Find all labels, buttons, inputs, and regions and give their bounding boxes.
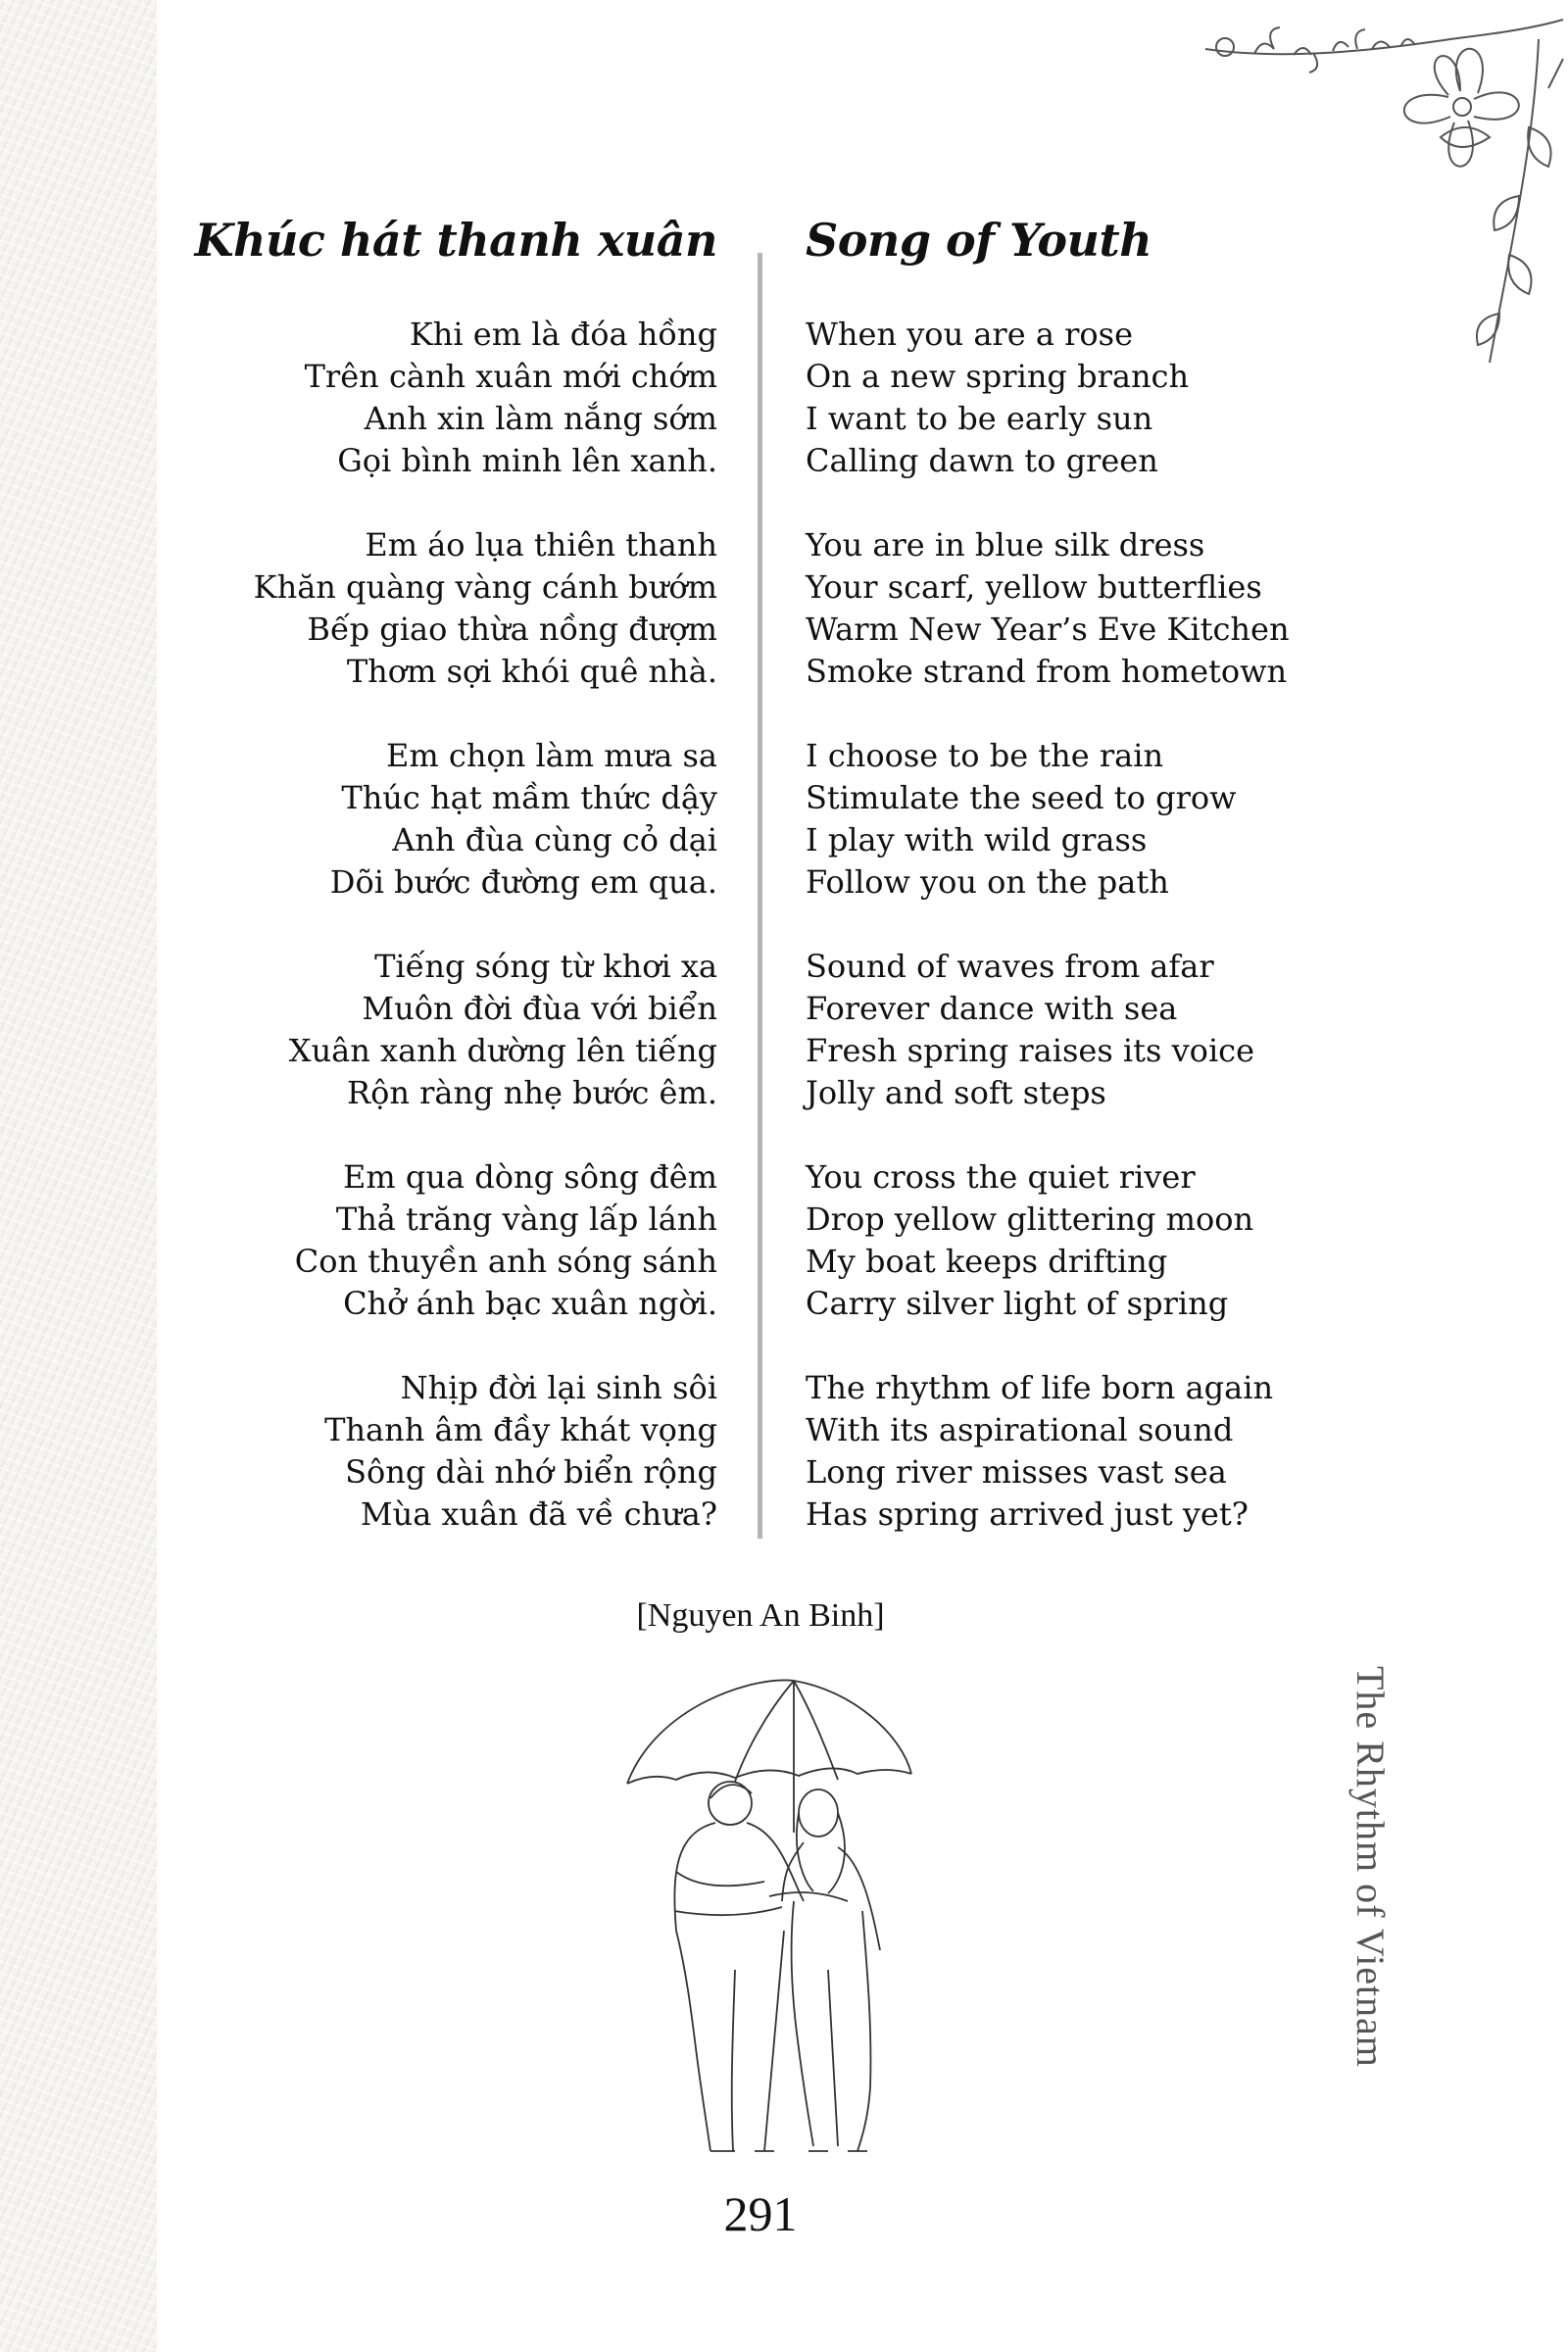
poem-line: Mùa xuân đã về chưa? xyxy=(360,1495,717,1533)
column-divider xyxy=(758,253,762,1539)
poem-line: Forever dance with sea xyxy=(806,990,1178,1027)
poem-line: Con thuyền anh sóng sánh xyxy=(294,1243,717,1280)
poem-line: Sông dài nhớ biển rộng xyxy=(345,1453,717,1491)
poem-line: I want to be early sun xyxy=(806,400,1153,437)
couple-under-umbrella-illustration xyxy=(617,1676,931,2166)
poem-line: You cross the quiet river xyxy=(806,1158,1196,1196)
poem-line: You are in blue silk dress xyxy=(806,526,1205,564)
author-credit: [Nguyen An Binh] xyxy=(636,1597,885,1634)
stanza xyxy=(806,1156,1290,1325)
poem-line: Nhịp đời lại sinh sôi xyxy=(400,1369,717,1406)
stanza xyxy=(254,1367,717,1536)
poem-english xyxy=(806,314,1290,1578)
poem-line: I play with wild grass xyxy=(806,821,1148,858)
poem-line: Rộn ràng nhẹ bước êm. xyxy=(346,1074,717,1111)
poem-line: Warm New Year’s Eve Kitchen xyxy=(806,611,1290,648)
poem-line: Khăn quàng vàng cánh bướm xyxy=(253,568,717,606)
poem-vietnamese xyxy=(254,314,717,1578)
poem-line: Long river misses vast sea xyxy=(806,1453,1227,1491)
poem-line: Em áo lụa thiên thanh xyxy=(365,526,717,564)
page-number: 291 xyxy=(723,2186,798,2241)
poem-line: Calling dawn to green xyxy=(806,442,1158,479)
poem-line: Bếp giao thừa nồng đượm xyxy=(307,611,717,648)
poem-line: Jolly and soft steps xyxy=(806,1074,1106,1111)
stanza xyxy=(806,946,1290,1114)
poem-line: Muôn đời đùa với biển xyxy=(362,990,717,1027)
stanza xyxy=(254,735,717,904)
poem-line: Has spring arrived just yet? xyxy=(806,1495,1249,1533)
poem-line: Sound of waves from afar xyxy=(806,948,1214,985)
book-title-vertical: The Rhythm of Vietnam xyxy=(1348,1666,1393,2069)
poem-line: Thúc hạt mầm thức dậy xyxy=(341,779,717,816)
stanza xyxy=(806,314,1290,482)
poem-title-english: Song of Youth xyxy=(806,214,1152,267)
poem-line: Em chọn làm mưa sa xyxy=(386,737,717,774)
stanza xyxy=(254,1156,717,1325)
poem-title-vietnamese: Khúc hát thanh xuân xyxy=(194,214,717,267)
poem-line: With its aspirational sound xyxy=(806,1411,1234,1448)
poem-line: Thơm sợi khói quê nhà. xyxy=(346,653,717,690)
poem-line: Smoke strand from hometown xyxy=(806,653,1288,690)
stanza xyxy=(254,524,717,693)
poem-line: Gọi bình minh lên xanh. xyxy=(337,442,717,479)
poem-line: Fresh spring raises its voice xyxy=(806,1032,1255,1069)
paper-texture-strip xyxy=(0,0,157,2352)
poem-line: Anh xin làm nắng sớm xyxy=(364,400,717,437)
poem-line: Trên cành xuân mới chớm xyxy=(304,358,717,395)
poem-line: My boat keeps drifting xyxy=(806,1243,1168,1280)
poem-line: I choose to be the rain xyxy=(806,737,1164,774)
stanza xyxy=(806,735,1290,904)
stanza xyxy=(254,946,717,1114)
poem-line: Stimulate the seed to grow xyxy=(806,779,1237,816)
poem-line: Anh đùa cùng cỏ dại xyxy=(392,821,717,858)
poem-line: Drop yellow glittering moon xyxy=(806,1200,1254,1238)
stanza xyxy=(806,1367,1290,1536)
poem-line: When you are a rose xyxy=(806,316,1133,353)
poem-line: The rhythm of life born again xyxy=(806,1369,1274,1406)
poem-line: On a new spring branch xyxy=(806,358,1190,395)
poem-line: Dõi bước đường em qua. xyxy=(329,863,717,901)
poem-line: Xuân xanh dường lên tiếng xyxy=(288,1032,717,1069)
poem-line: Thanh âm đầy khát vọng xyxy=(324,1411,717,1448)
poem-line: Tiếng sóng từ khơi xa xyxy=(374,948,717,985)
poem-line: Follow you on the path xyxy=(806,863,1169,901)
poem-line: Chở ánh bạc xuân ngời. xyxy=(343,1285,717,1322)
poem-line: Your scarf, yellow butterflies xyxy=(806,568,1262,606)
poem-line: Thả trăng vàng lấp lánh xyxy=(335,1200,717,1238)
poem-line: Em qua dòng sông đêm xyxy=(343,1158,717,1196)
stanza xyxy=(806,524,1290,693)
poem-line: Carry silver light of spring xyxy=(806,1285,1229,1322)
stanza xyxy=(254,314,717,482)
poem-line: Khi em là đóa hồng xyxy=(409,316,717,353)
